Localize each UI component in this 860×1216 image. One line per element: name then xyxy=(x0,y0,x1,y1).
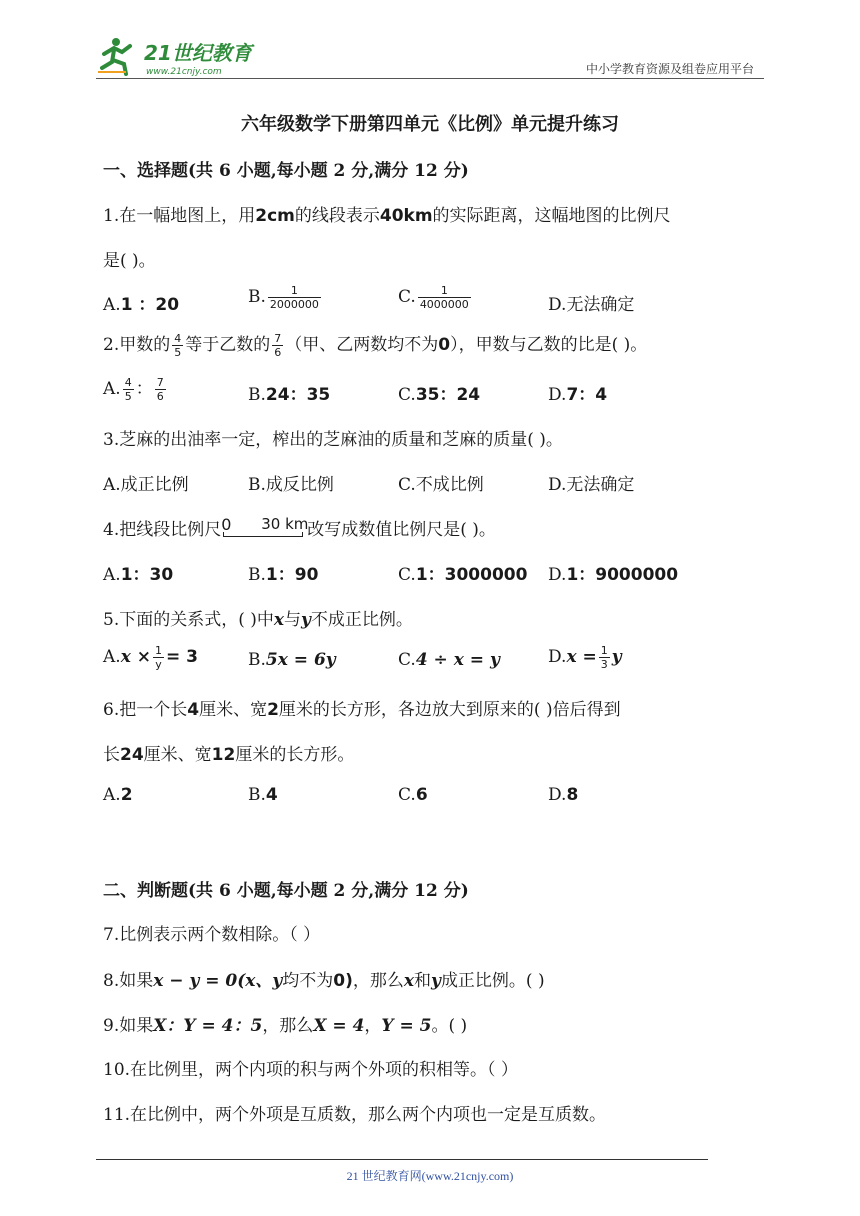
footer-divider xyxy=(96,1159,708,1160)
question-2: 2.甲数的 $\frac{4}{5}$ 等于乙数的 $\frac{7}{6}$ （甲、乙两数均不为0），甲数与乙数的比是( )。 xyxy=(103,332,648,359)
q1-option-c: C. $\frac{1}{4000000}$ xyxy=(398,284,469,311)
q5-option-c: C.4 ÷ x = y xyxy=(398,650,500,670)
header-divider xyxy=(96,78,764,79)
question-6: 6.把一个长4厘米、宽2厘米的长方形，各边放大到原来的( )倍后得到 xyxy=(103,700,621,720)
fraction: $\frac{7}{6}$ xyxy=(274,332,282,359)
question-3: 3.芝麻的出油率一定，榨出的芝麻油的质量和芝麻的质量( )。 xyxy=(103,430,563,450)
q4-option-d: D.1：9000000 xyxy=(548,565,679,585)
q6-option-b: B.4 xyxy=(248,785,278,805)
question-8: 8.如果x − y = 0(x、y均不为0)，那么x和y成正比例。( ) xyxy=(103,971,545,991)
question-1: 1.在一幅地图上，用2cm的线段表示40km的实际距离，这幅地图的比例尺 xyxy=(103,206,671,226)
scale-ruler: 0 30 km xyxy=(221,517,307,539)
question-5: 5.下面的关系式，( )中x与y不成正比例。 xyxy=(103,610,413,630)
q6-option-a: A.2 xyxy=(103,785,133,805)
logo-text: 21世纪教育 xyxy=(144,41,252,65)
q3-option-a: A.成正比例 xyxy=(103,475,189,495)
q4-option-b: B.1：90 xyxy=(248,565,319,585)
q2-option-b: B.24：35 xyxy=(248,385,331,405)
question-11: 11.在比例中，两个外项是互质数，那么两个内项也一定是互质数。 xyxy=(103,1105,607,1125)
q6-option-c: C.6 xyxy=(398,785,428,805)
fraction: $\frac{1}{2000000}$ xyxy=(269,284,319,311)
q5-option-a: A.x × $\frac{1}{y}$ = 3 xyxy=(103,644,198,671)
logo xyxy=(96,34,266,78)
section-heading-judge: 二、判断题(共 6 小题,每小题 2 分,满分 12 分) xyxy=(103,881,469,901)
fraction: $\frac{1}{4000000}$ xyxy=(419,284,469,311)
footer-link[interactable]: 21 世纪教育网(www.21cnjy.com) xyxy=(346,1169,514,1183)
section-heading-choice: 一、选择题(共 6 小题,每小题 2 分,满分 12 分) xyxy=(103,161,469,181)
q1-option-b: B. $\frac{1}{2000000}$ xyxy=(248,284,319,311)
fraction: $\frac{1}{y}$ xyxy=(155,644,162,671)
question-10: 10.在比例里，两个内项的积与两个外项的积相等。（ ） xyxy=(103,1060,518,1080)
runner-icon xyxy=(98,38,130,74)
q4-option-a: A.1：30 xyxy=(103,565,174,585)
question-7: 7.比例表示两个数相除。（ ） xyxy=(103,925,321,945)
header-tagline: 中小学教育资源及组卷应用平台 xyxy=(585,62,754,76)
fraction: $\frac{4}{5}$ xyxy=(124,376,132,403)
fraction: $\frac{1}{3}$ xyxy=(600,644,608,671)
q1-option-a: A.1 ：20 xyxy=(103,295,180,315)
fraction: $\frac{4}{5}$ xyxy=(174,332,182,359)
q2-option-a: A. $\frac{4}{5}$ ： $\frac{7}{6}$ xyxy=(103,376,164,403)
question-6-line2: 长24厘米、宽12厘米的长方形。 xyxy=(103,745,355,765)
q3-option-c: C.不成比例 xyxy=(398,475,484,495)
logo-url: www.21cnjy.com xyxy=(146,67,222,77)
q2-option-d: D.7：4 xyxy=(548,385,608,405)
question-9: 9.如果X：Y = 4：5，那么X = 4，Y = 5。( ) xyxy=(103,1016,468,1036)
q3-option-d: D.无法确定 xyxy=(548,475,635,495)
q5-option-d: D.x = $\frac{1}{3}$ y xyxy=(548,644,622,671)
question-4: 4.把线段比例尺 0 30 km 改写成数值比例尺是( )。 xyxy=(103,515,496,540)
q5-option-b: B.5x = 6y xyxy=(248,650,336,670)
fraction: $\frac{7}{6}$ xyxy=(156,376,164,403)
q3-option-b: B.成反比例 xyxy=(248,475,334,495)
q1-option-d: D.无法确定 xyxy=(548,295,635,315)
q2-option-c: C.35：24 xyxy=(398,385,481,405)
question-1-line2: 是( )。 xyxy=(103,251,156,271)
page-header xyxy=(96,30,760,78)
q6-option-d: D.8 xyxy=(548,785,579,805)
page-title: 六年级数学下册第四单元《比例》单元提升练习 xyxy=(241,114,619,135)
q4-option-c: C.1：3000000 xyxy=(398,565,528,585)
